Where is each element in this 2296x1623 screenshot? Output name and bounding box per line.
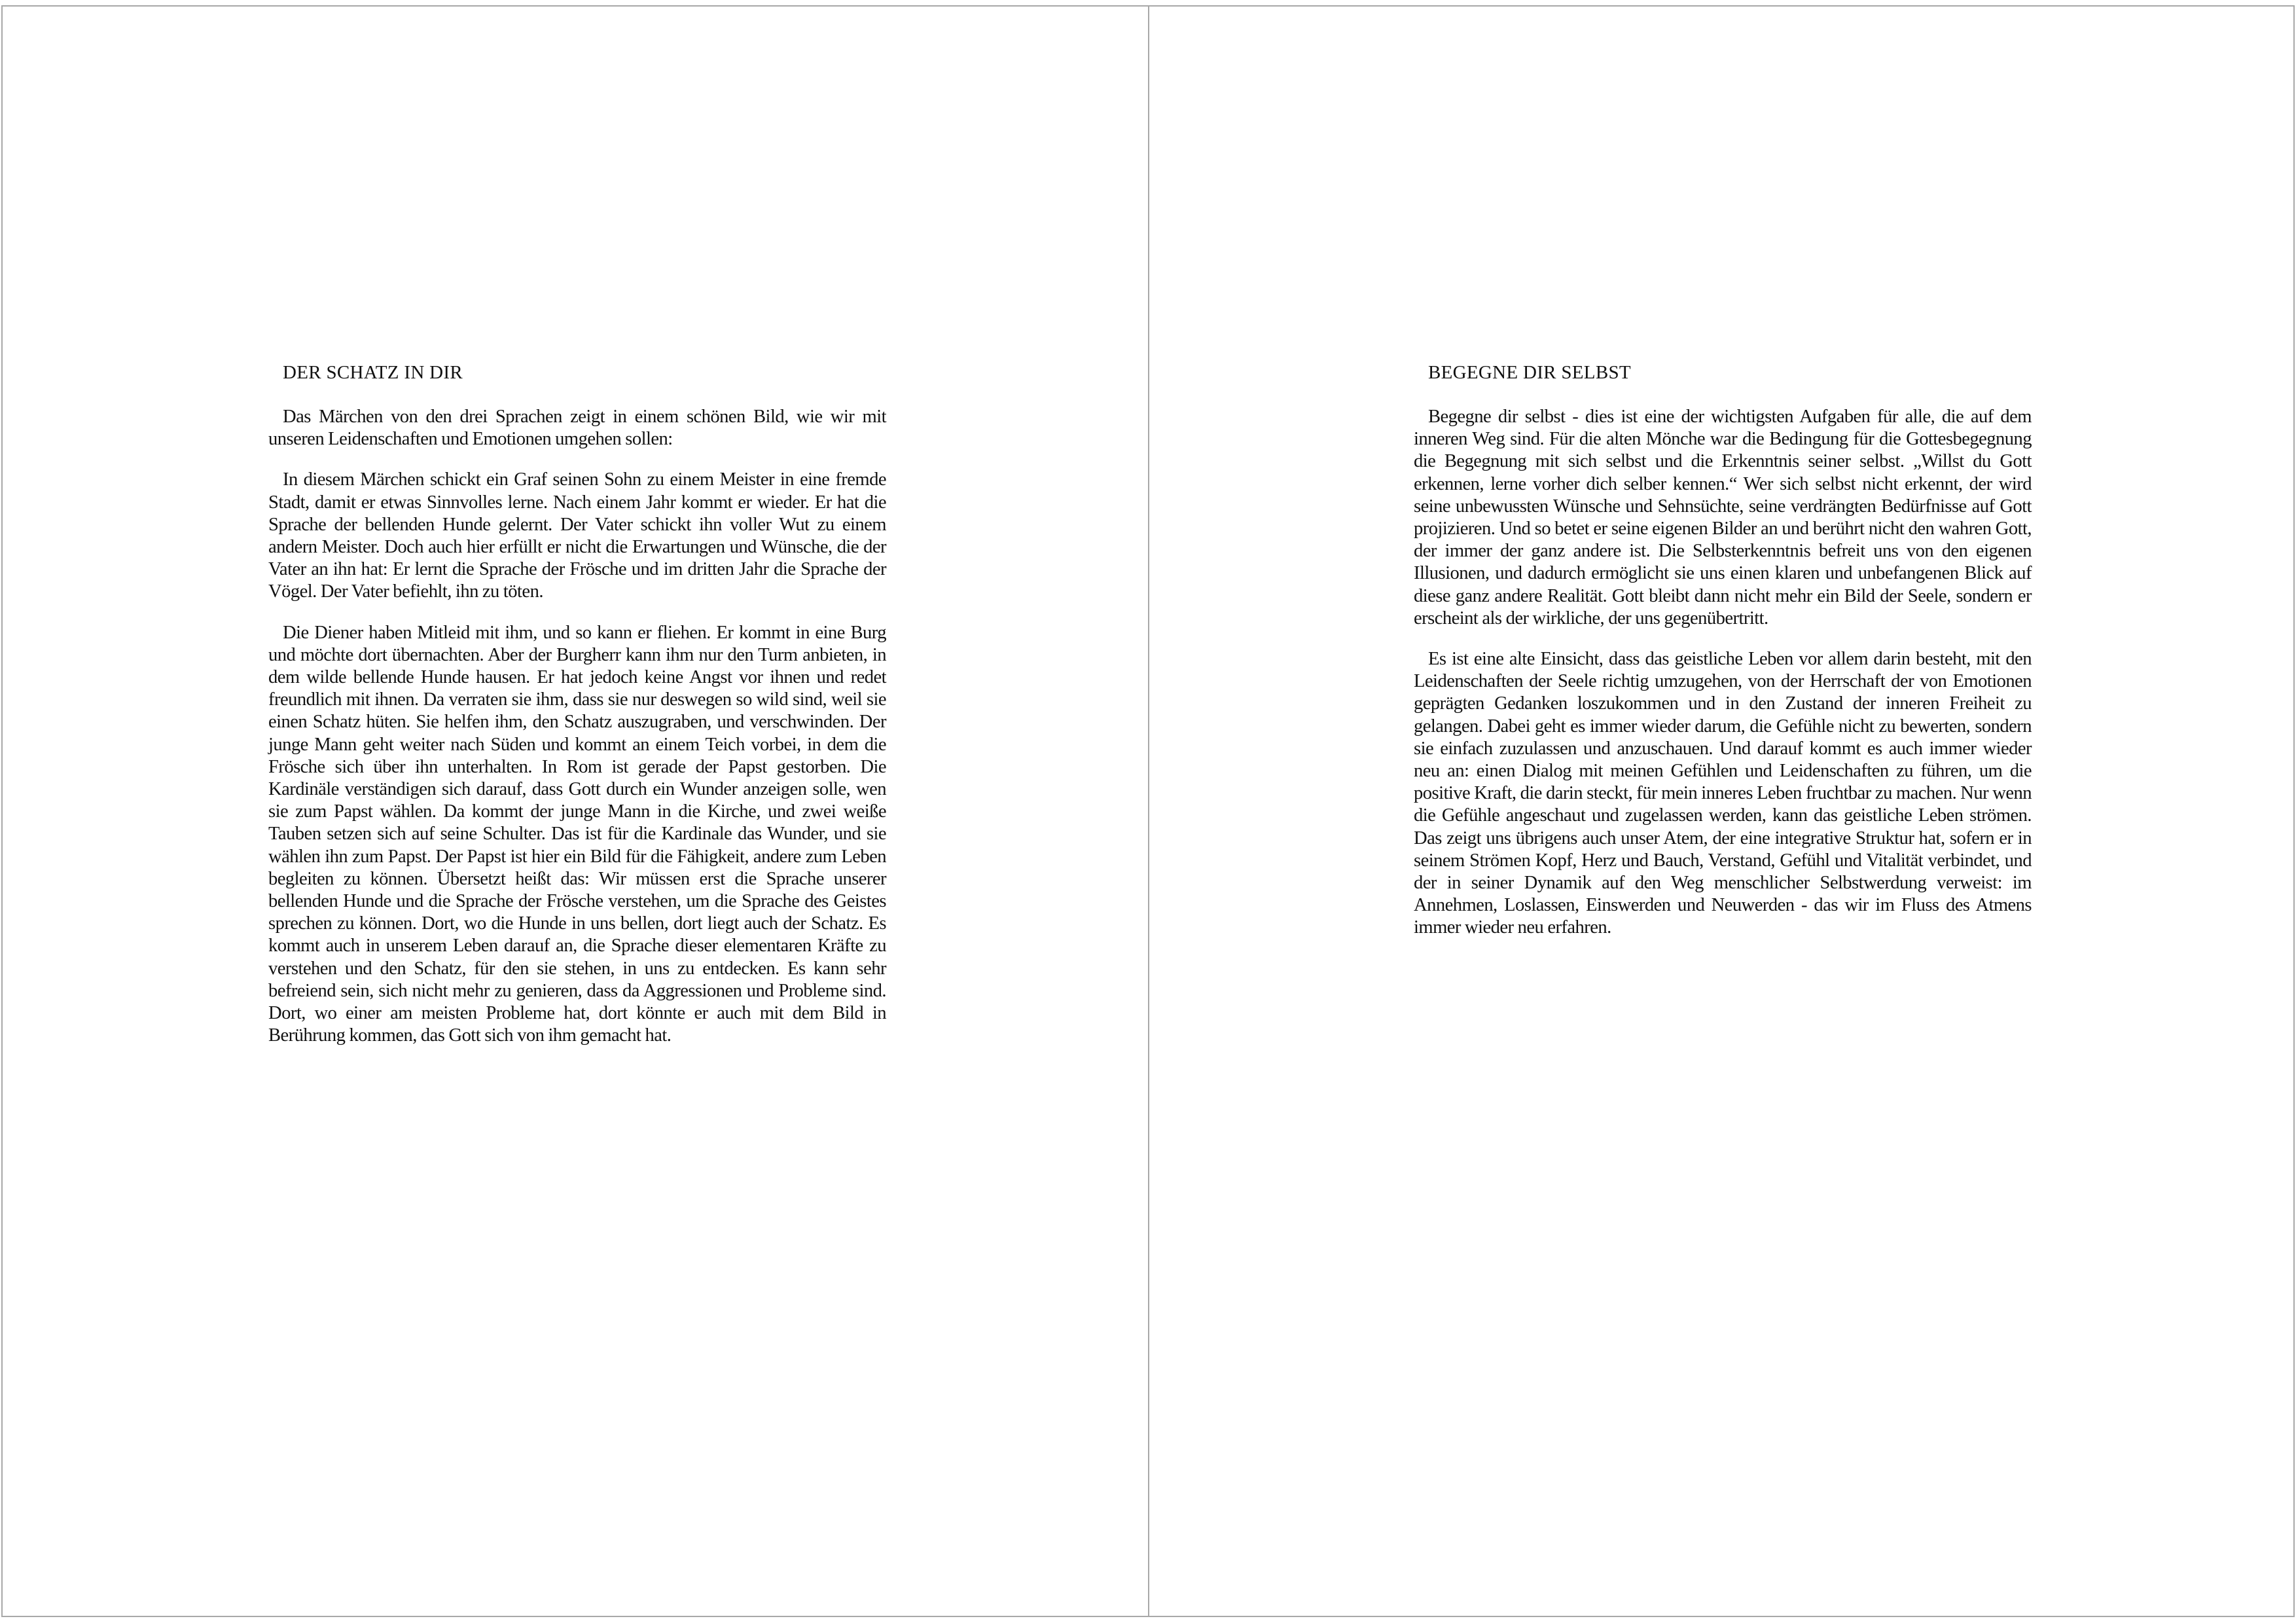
right-paragraph-2: Es ist eine alte Einsicht, dass das geistliche Leben vor allem darin besteht, mit den Leidenschaften der Seele richtig umzugehen, von der Herrschaft der von Emotionen geprägten Gedanken loszukommen und in den Zustand der inneren Freiheit zu gelangen. Dabei geht es immer wieder darum, die Gefühle nicht zu bewerten, sondern sie einfach zuzulassen und anzuschauen. Und darauf kommt es auch immer wieder neu an: einen Dialog mit meinen Gefühlen und Leidenschaften zu führen, um die positive Kraft, die darin steckt, für mein inneres Leben fruchtbar zu machen. Nur wenn die Gefühle angeschaut und zugelassen werden, kann das geistliche Leben strömen. Das zeigt uns übrigens auch unser Atem, der eine integrative Struktur hat, sofern er in seinem Strömen Kopf, Herz und Bauch, Verstand, Gefühl und Vitalität verbindet, und der in seiner Dynamik auf den Weg menschlicher Selbstwerdung verweist: im Annehmen, Loslassen, Einswerden und Neuwerden - das wir im Fluss des Atmens immer wieder neu erfahren. <box>1414 649 2032 938</box>
left-paragraph-2: In diesem Märchen schickt ein Graf seinen Sohn zu einem Meister in eine fremde Stadt, damit er etwas Sinnvolles lerne. Nach einem Jahr kommt er wieder. Er hat die Sprache der bellenden Hunde gelernt. Der Vater schickt ihn voller Wut zu einem andern Meister. Doch auch hier erfüllt er nicht die Erwartungen und Wünsche, die der Vater an ihn hat: Er lernt die Sprache der Frösche und im dritten Jahr die Sprache der Vögel. Der Vater befiehlt, ihn zu töten. <box>268 469 886 602</box>
left-page-heading: DER SCHATZ IN DIR <box>283 362 463 383</box>
right-page-heading: BEGEGNE DIR SELBST <box>1428 362 1631 383</box>
left-text-block <box>268 361 886 1065</box>
left-paragraph-3: Die Diener haben Mitleid mit ihm, und so kann er fliehen. Er kommt in eine Burg und möchte dort übernachten. Aber der Burgherr kann ihm nur den Turm anbieten, in dem wilde bellende Hunde hausen. Er hat jedoch keine Angst vor ihnen und redet freundlich mit ihnen. Da verraten sie ihm, dass sie nur deswegen so wild sind, weil sie einen Schatz hüten. Sie helfen ihm, den Schatz auszugraben, und verschwinden. Der junge Mann geht weiter nach Süden und kommt an einem Teich vorbei, in dem die Frösche sich über ihn unterhalten. In Rom ist gerade der Papst gestorben. Die Kardinäle verständigen sich darauf, dass Gott durch ein Wunder anzeigen solle, wen sie zum Papst wählen. Da kommt der junge Mann in die Kirche, und zwei weiße Tauben setzen sich auf seine Schulter. Das ist für die Kardinale das Wunder, und sie wählen ihn zum Papst. Der Papst ist hier ein Bild für die Fähigkeit, andere zum Leben begleiten zu können. Übersetzt heißt das: Wir müssen erst die Sprache unserer bellenden Hunde und die Sprache der Frösche verstehen, um die Sprache des Geistes sprechen zu können. Dort, wo die Hunde in uns bellen, dort liegt auch der Schatz. Es kommt auch in unserem Leben darauf an, die Sprache dieser elementaren Kräfte zu verstehen und den Schatz, für den sie stehen, in uns zu entdecken. Es kann sehr befreiend sein, sich nicht mehr zu genieren, dass da Aggressionen und Probleme sind. Dort, wo einer am meisten Probleme hat, dort könnte er auch mit dem Bild in Berührung kommen, das Gott sich von ihm gemacht hat. <box>268 622 886 1046</box>
right-text-block <box>1414 361 2032 958</box>
left-paragraph-1: Das Märchen von den drei Sprachen zeigt in einem schönen Bild, wie wir mit unseren Leidenschaften und Emotionen umgehen sollen: <box>268 407 886 450</box>
right-paragraph-1: Begegne dir selbst - dies ist eine der wichtigsten Aufgaben für alle, die auf dem inneren Weg sind. Für die alten Mönche war die Bedingung für die Gottesbegegnung die Begegnung mit sich selbst und die Erkenntnis seiner selbst. „Willst du Gott erkennen, lerne vorher dich selber kennen.“ Wer sich selbst nicht erkennt, der wird seine unbewussten Wünsche und Sehnsüchte, seine verdrängten Bedürfnisse auf Gott projizieren. Und so betet er seine eigenen Bilder an und berührt nicht den wahren Gott, der immer der ganz andere ist. Die Selbsterkenntnis befreit uns von den eigenen Illusionen, und dadurch ermöglicht sie uns einen klaren und unbefangenen Blick auf diese ganz andere Realität. Gott bleibt dann nicht mehr ein Bild der Seele, sondern er erscheint als der wirkliche, der uns gegenübertritt. <box>1414 407 2032 629</box>
